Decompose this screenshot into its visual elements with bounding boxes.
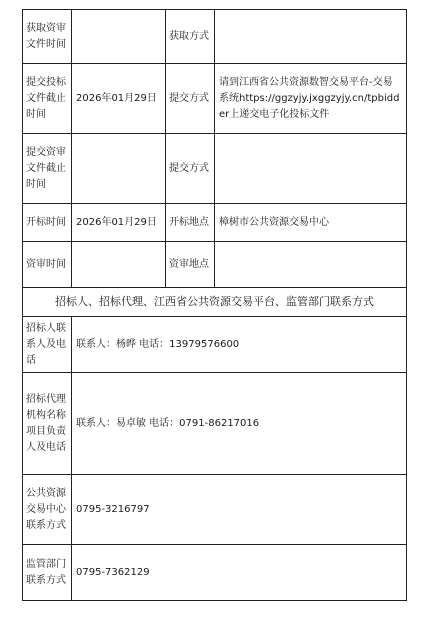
table-row xyxy=(23,317,407,373)
row-label: 提交资审文件截止时间 xyxy=(23,134,72,204)
contact-label: 招标人联系人及电话 xyxy=(23,317,72,373)
table-row xyxy=(23,64,407,134)
row-value xyxy=(72,10,166,64)
contact-value: 联系人：杨晔 电话：13979576600 xyxy=(72,317,407,373)
table-row xyxy=(23,242,407,288)
table-row xyxy=(23,373,407,475)
row-label-2: 资审地点 xyxy=(166,242,215,288)
contact-label: 公共资源交易中心联系方式 xyxy=(23,475,72,545)
row-label-2: 提交方式 xyxy=(166,64,215,134)
row-value-2 xyxy=(215,134,407,204)
row-value: 2026年01月29日 xyxy=(72,64,166,134)
section-title: 招标人、招标代理、江西省公共资源交易平台、监管部门联系方式 xyxy=(23,288,407,317)
row-value-2: 樟树市公共资源交易中心 xyxy=(215,204,407,242)
row-value xyxy=(72,242,166,288)
table-row xyxy=(23,475,407,545)
row-label-2: 开标地点 xyxy=(166,204,215,242)
contact-value: 0795-3216797 xyxy=(72,475,407,545)
contact-value: 0795-7362129 xyxy=(72,545,407,601)
table-row xyxy=(23,10,407,64)
contact-value: 联系人：易卓敏 电话：0791-86217016 xyxy=(72,373,407,475)
row-label: 提交投标文件截止时间 xyxy=(23,64,72,134)
tender-info-table xyxy=(22,9,407,601)
row-value: 2026年01月29日 xyxy=(72,204,166,242)
row-label-2: 提交方式 xyxy=(166,134,215,204)
contact-label: 招标代理机构名称项目负责人及电话 xyxy=(23,373,72,475)
row-label-2: 获取方式 xyxy=(166,10,215,64)
row-value-2: 请到江西省公共资源数智交易平台-交易系统https://ggzyjy.jxggzyjy.cn/tpbidder上递交电子化投标文件 xyxy=(215,64,407,134)
row-label: 获取资审文件时间 xyxy=(23,10,72,64)
row-label: 资审时间 xyxy=(23,242,72,288)
row-value-2 xyxy=(215,242,407,288)
table-row xyxy=(23,134,407,204)
table-row xyxy=(23,545,407,601)
row-value xyxy=(72,134,166,204)
row-value-2 xyxy=(215,10,407,64)
row-label: 开标时间 xyxy=(23,204,72,242)
section-header-row xyxy=(23,288,407,317)
contact-label: 监管部门联系方式 xyxy=(23,545,72,601)
table-row xyxy=(23,204,407,242)
